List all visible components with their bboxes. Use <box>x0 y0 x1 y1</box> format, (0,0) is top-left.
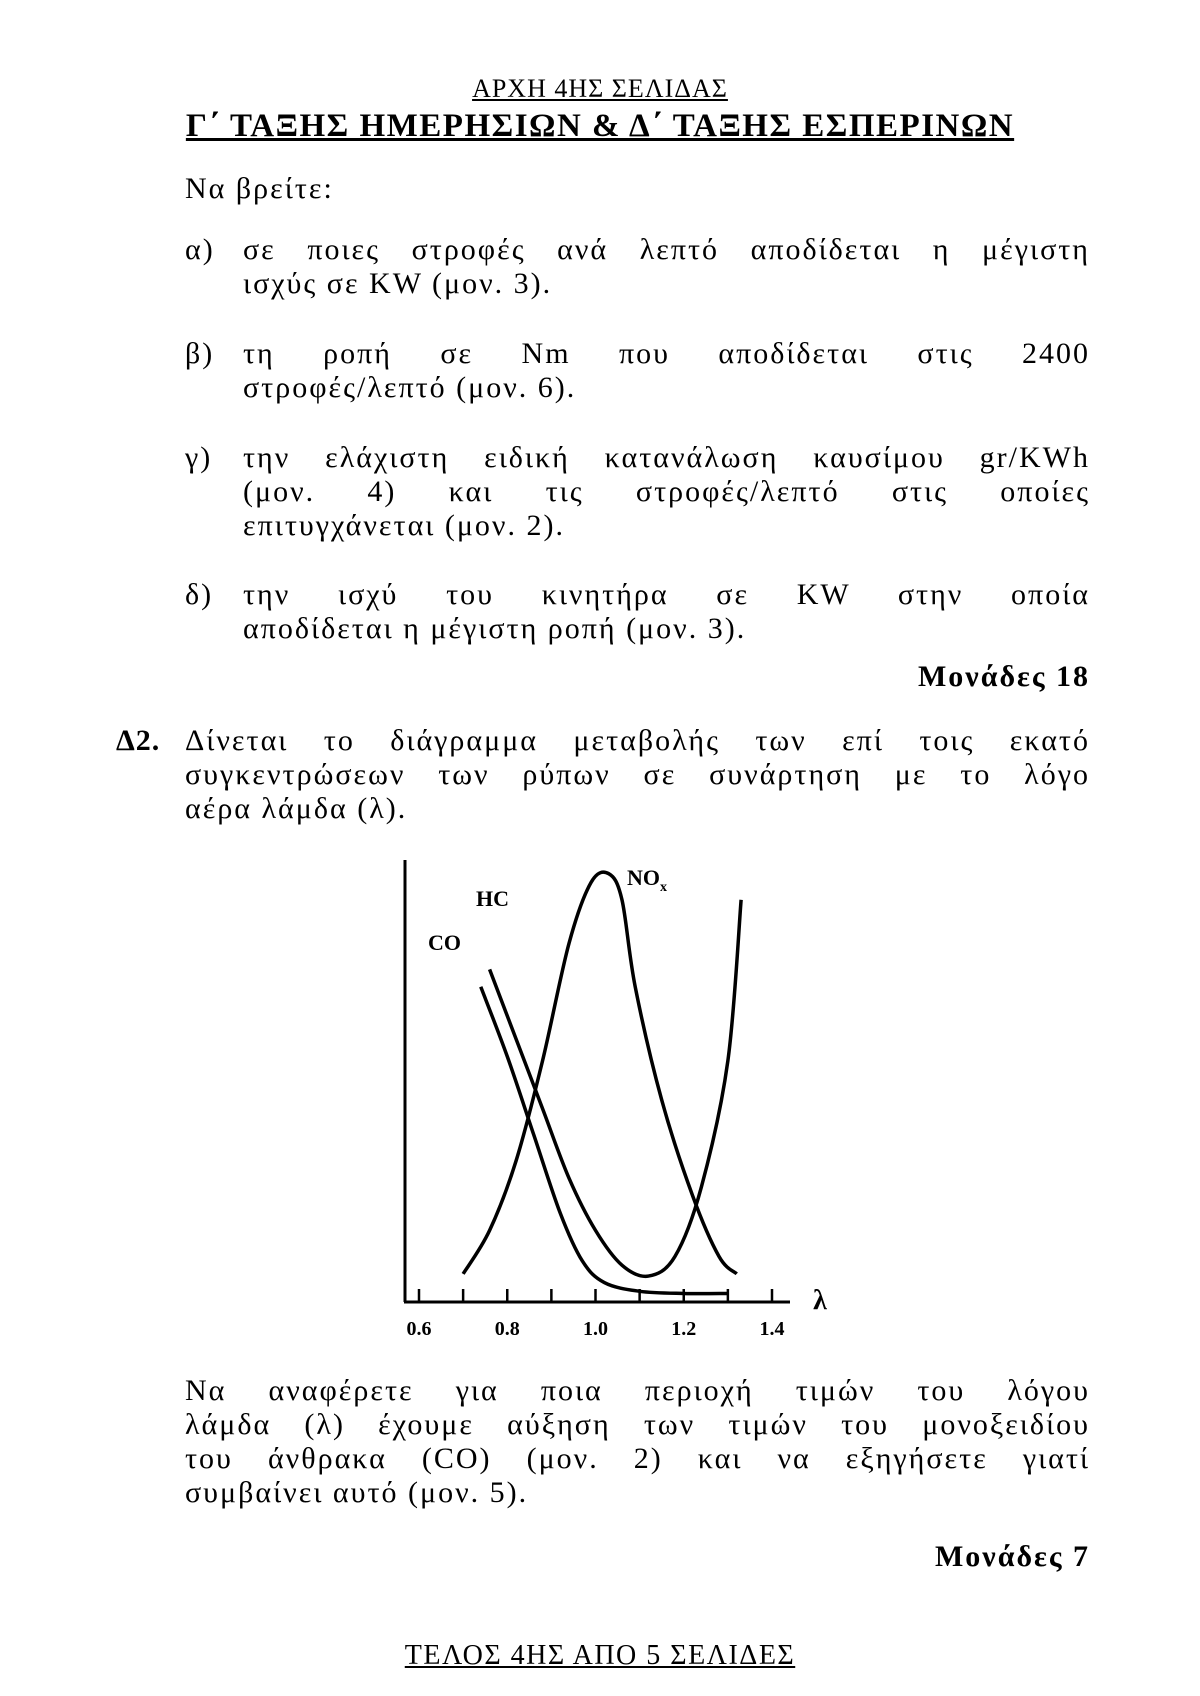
series-label-subscript: x <box>660 880 667 895</box>
task-line: του άνθρακα (CO) (μον. 2) και να εξηγήσετε γιατί <box>185 1442 1090 1475</box>
task-line: συμβαίνει αυτό (μον. 5). <box>185 1476 529 1509</box>
item-line: ισχύς σε KW (μον. 3). <box>243 267 553 300</box>
question-d2-number: Δ2. <box>116 724 161 757</box>
item-line: αποδίδεται η μέγιστη ροπή (μον. 3). <box>243 612 747 645</box>
item-line: σε ποιες στροφές ανά λεπτό αποδίδεται η μέγιστη <box>243 233 1090 266</box>
x-tick-label: 1.0 <box>583 1318 608 1340</box>
x-tick-label: 1.2 <box>671 1318 697 1340</box>
item-label: α) <box>185 233 215 266</box>
series-line-co <box>481 987 728 1294</box>
task-line: Να αναφέρετε για ποια περιοχή τιμών του λόγου <box>185 1374 1090 1407</box>
intro-line: συγκεντρώσεων των ρύπων σε συνάρτηση με το λόγο <box>185 758 1090 791</box>
series-label-hc: HC <box>476 886 509 911</box>
item-line: επιτυγχάνεται (μον. 2). <box>243 509 565 542</box>
x-tick-label: 1.4 <box>759 1318 785 1340</box>
series-label-co: CO <box>428 930 461 955</box>
x-tick-label: 0.6 <box>406 1318 432 1340</box>
item-label: γ) <box>185 441 213 474</box>
x-tick-label: 0.8 <box>494 1318 520 1340</box>
item-line: στροφές/λεπτό (μον. 6). <box>243 371 577 404</box>
page-header-top: ΑΡΧΗ 4ΗΣ ΣΕΛΙΔΑΣ <box>472 74 728 103</box>
marks-d2: Μονάδες 7 <box>934 1540 1090 1573</box>
item-line: τη ροπή σε Nm που αποδίδεται στις 2400 <box>243 337 1090 370</box>
question-d1-intro: Να βρείτε: <box>185 172 334 205</box>
x-axis-label: λ <box>813 1285 827 1316</box>
series-label-nox: $NO_x$ <box>627 865 667 895</box>
task-line: λάμδα (λ) έχουμε αύξηση των τιμών του μονοξειδίου <box>185 1408 1090 1441</box>
intro-line: Δίνεται το διάγραμμα μεταβολής των επί τοις εκατό <box>185 724 1090 757</box>
marks-d1: Μονάδες 18 <box>917 660 1090 693</box>
item-line: την ισχύ του κινητήρα σε KW στην οποία <box>243 578 1090 611</box>
page-header-main: Γ΄ ΤΑΞΗΣ ΗΜΕΡΗΣΙΩΝ & Δ΄ ΤΑΞΗΣ ΕΣΠΕΡΙΝΩΝ <box>185 108 1015 144</box>
item-label: β) <box>185 337 215 370</box>
item-line: την ελάχιστη ειδική κατανάλωση καυσίμου gr/KWh <box>243 441 1090 474</box>
item-label: δ) <box>185 578 214 611</box>
question-d2-task <box>185 1374 1090 1510</box>
intro-line: αέρα λάμδα (λ). <box>185 792 408 825</box>
series-line-nox <box>463 872 737 1274</box>
item-line: (μον. 4) και τις στροφές/λεπτό στις οποίες <box>243 475 1090 508</box>
page-footer: ΤΕΛΟΣ 4ΗΣ ΑΠΟ 5 ΣΕΛΙΔΕΣ <box>404 1640 796 1671</box>
